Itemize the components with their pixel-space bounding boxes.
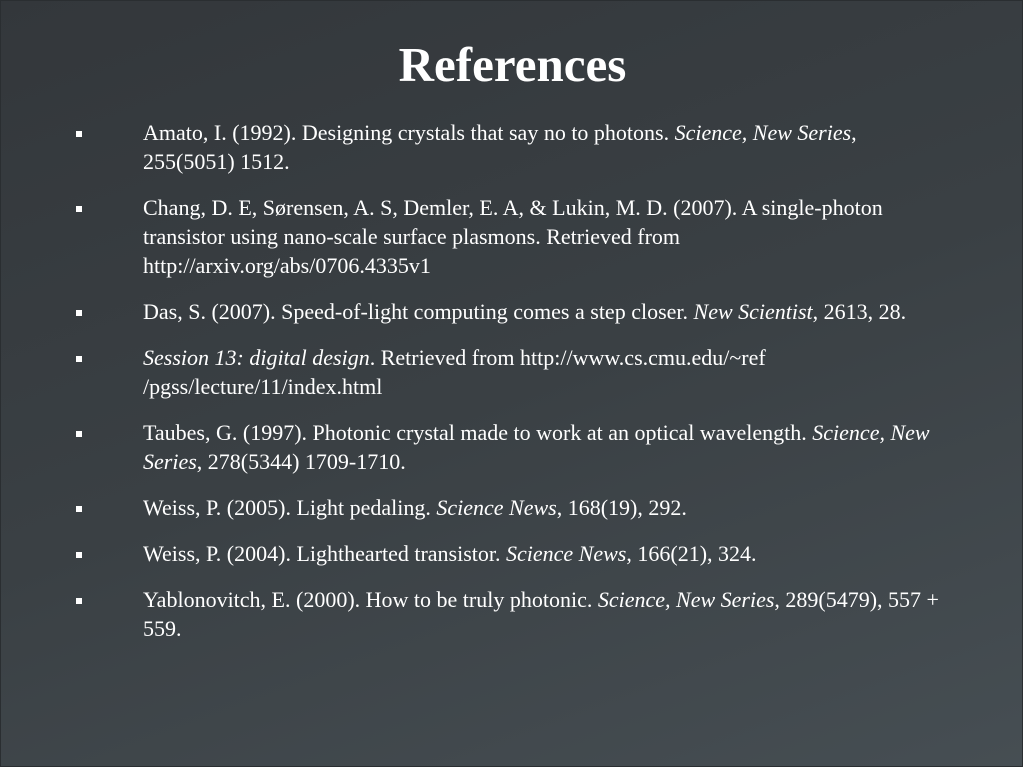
reference-list <box>1 118 1023 660</box>
reference-item <box>1 493 1023 522</box>
reference-details: , 278(5344) 1709-1710. <box>196 449 406 474</box>
reference-item <box>1 418 1023 476</box>
square-bullet-icon <box>76 310 82 316</box>
reference-text: Yablonovitch, E. (2000). How to be truly photonic. <box>143 587 598 612</box>
reference-details: , 255(5051) 1512. <box>143 120 857 174</box>
reference-item <box>1 118 1023 176</box>
square-bullet-icon <box>76 431 82 437</box>
square-bullet-icon <box>76 356 82 362</box>
reference-item <box>1 297 1023 326</box>
reference-item <box>1 539 1023 568</box>
reference-item <box>1 585 1023 643</box>
square-bullet-icon <box>76 131 82 137</box>
slide-title: References <box>398 37 627 92</box>
reference-text: Weiss, P. (2004). Lighthearted transistor. <box>143 541 507 566</box>
reference-source: Science News <box>436 495 557 520</box>
reference-details: , 2613, 28. <box>812 299 907 324</box>
reference-source: New Scientist <box>693 299 813 324</box>
reference-details: . Retrieved from http://www.cs.cmu.edu/~ref /pgss/lecture/11/index.html <box>143 345 766 399</box>
reference-text: Weiss, P. (2005). Light pedaling. <box>143 495 437 520</box>
reference-source: Science, New Series <box>597 587 775 612</box>
reference-source: Science, New Series <box>143 420 930 474</box>
square-bullet-icon <box>76 206 82 212</box>
reference-item <box>1 193 1023 280</box>
reference-item <box>1 343 1023 401</box>
reference-text: Chang, D. E, Sørensen, A. S, Demler, E. A, & Lukin, M. D. (2007). A single-photon transistor using nano-scale surface plasmons. Retrieved from http://arxiv.org/abs/0706.4335v1 <box>143 195 883 278</box>
reference-source: Science, New Series <box>674 120 852 145</box>
reference-details: , 289(5479), 557 + 559. <box>143 587 939 641</box>
reference-details: , 166(21), 324. <box>626 541 757 566</box>
reference-text: Taubes, G. (1997). Photonic crystal made to work at an optical wavelength. <box>143 420 813 445</box>
reference-details: , 168(19), 292. <box>556 495 687 520</box>
square-bullet-icon <box>76 506 82 512</box>
reference-source: Session 13: digital design <box>143 345 370 370</box>
square-bullet-icon <box>76 552 82 558</box>
reference-text: Das, S. (2007). Speed-of-light computing comes a step closer. <box>143 299 694 324</box>
square-bullet-icon <box>76 598 82 604</box>
reference-source: Science News <box>506 541 627 566</box>
reference-text: Amato, I. (1992). Designing crystals that say no to photons. <box>143 120 675 145</box>
